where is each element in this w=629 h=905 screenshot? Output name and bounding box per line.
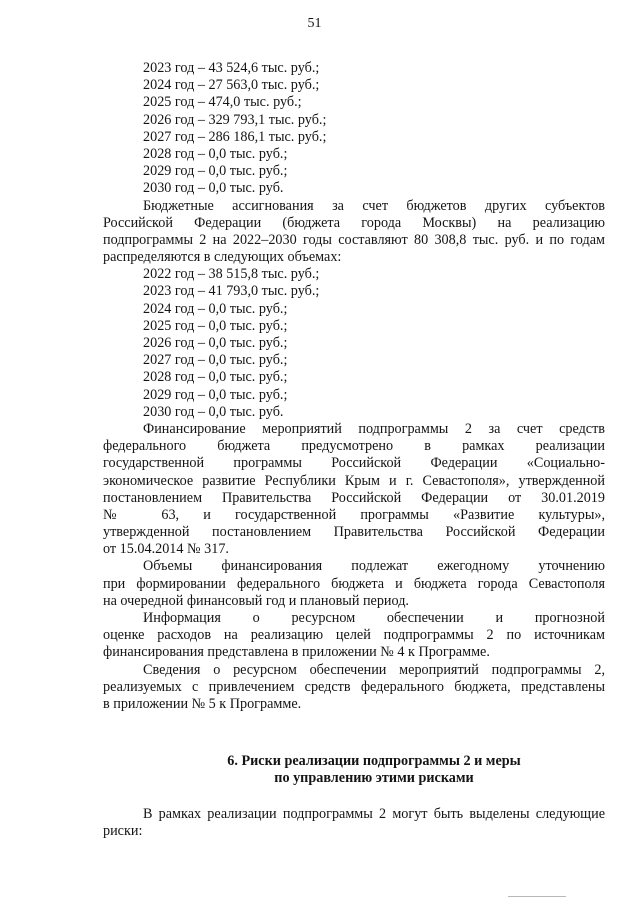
section-heading-line: 6. Риски реализации подпрограммы 2 и меры <box>227 753 521 770</box>
paragraph-line: распределяются в следующих объемах: <box>103 249 342 266</box>
scan-mark <box>508 896 566 897</box>
list-item: 2028 год – 0,0 тыс. руб.; <box>143 145 288 162</box>
paragraph-line: № 63, и государственной программы «Развитие культуры», <box>103 506 605 523</box>
paragraph-line: риски: <box>103 822 143 839</box>
list-item: 2029 год – 0,0 тыс. руб.; <box>143 163 288 180</box>
list-item: 2029 год – 0,0 тыс. руб.; <box>143 386 288 403</box>
list-item: 2026 год – 329 793,1 тыс. руб.; <box>143 111 327 128</box>
document-body <box>103 60 605 840</box>
paragraph-line: при формировании федерального бюджета и бюджета города Севастополя <box>103 575 605 592</box>
paragraph-federal-funding <box>103 421 605 559</box>
paragraph-line: федерального бюджета предусмотрено в рамках реализации <box>103 438 605 455</box>
paragraph-line: экономическое развитие Республики Крым и г. Севастополя», утвержденной <box>103 472 605 489</box>
paragraph-line: государственной программы Российской Федерации «Социально- <box>103 455 605 472</box>
paragraph-line: постановлением Правительства Российской Федерации от 30.01.2019 <box>103 489 605 506</box>
list-item: 2027 год – 286 186,1 тыс. руб.; <box>143 128 327 145</box>
section-heading <box>103 753 605 787</box>
list-item: 2028 год – 0,0 тыс. руб.; <box>143 369 288 386</box>
paragraph-line: Финансирование мероприятий подпрограммы 2 за счет средств <box>143 420 605 437</box>
list-item: 2027 год – 0,0 тыс. руб.; <box>143 352 288 369</box>
list-item: 2026 год – 0,0 тыс. руб.; <box>143 335 288 351</box>
list-item: 2030 год – 0,0 тыс. руб. <box>143 180 284 197</box>
page-number: 51 <box>307 16 322 31</box>
list-item: 2025 год – 474,0 тыс. руб.; <box>143 94 302 111</box>
list-item: 2023 год – 43 524,6 тыс. руб.; <box>143 60 320 76</box>
list-item: 2023 год – 41 793,0 тыс. руб.; <box>143 283 320 300</box>
list-item: 2025 год – 0,0 тыс. руб.; <box>143 317 288 334</box>
paragraph-resource-federal <box>103 662 605 714</box>
list-item: 2022 год – 38 515,8 тыс. руб.; <box>143 266 320 283</box>
paragraph-line: Российской Федерации (бюджета города Москвы) на реализацию <box>103 214 605 231</box>
paragraph-risks <box>103 806 605 840</box>
section-spacer <box>103 713 605 753</box>
paragraph-resource-info <box>103 610 605 662</box>
paragraph-line: Объемы финансирования подлежат ежегодному уточнению <box>143 558 605 575</box>
paragraph-line: в приложении № 5 к Программе. <box>103 695 302 712</box>
paragraph-line: подпрограммы 2 на 2022–2030 годы составляют 80 308,8 тыс. руб. и по годам <box>103 231 605 248</box>
list-item: 2024 год – 27 563,0 тыс. руб.; <box>143 77 320 94</box>
paragraph-line: реализуемых с привлечением средств федерального бюджета, представлены <box>103 678 605 695</box>
heading-spacer <box>103 788 605 806</box>
paragraph-line: утвержденной постановлением Правительства Российской Федерации <box>103 524 605 541</box>
paragraph-line: на очередной финансовый год и плановый период. <box>103 592 409 609</box>
list-item: 2024 год – 0,0 тыс. руб.; <box>143 300 288 317</box>
paragraph-line: Сведения о ресурсном обеспечении мероприятий подпрограммы 2, <box>143 661 605 678</box>
section-heading-line: по управлению этими рисками <box>274 770 474 787</box>
paragraph-line: Бюджетные ассигнования за счет бюджетов других субъектов <box>143 197 605 214</box>
paragraph-line: оценке расходов на реализацию целей подпрограммы 2 по источникам <box>103 627 605 644</box>
paragraph-line: от 15.04.2014 № 317. <box>103 541 229 558</box>
funding-list-moscow-prior <box>103 60 605 198</box>
paragraph-line: Информация о ресурсном обеспечении и прогнозной <box>143 610 605 626</box>
paragraph-line: финансирования представлена в приложении № 4 к Программе. <box>103 644 490 661</box>
funding-list-moscow <box>103 266 605 421</box>
paragraph-line: В рамках реализации подпрограммы 2 могут быть выделены следующие <box>143 805 605 822</box>
list-item: 2030 год – 0,0 тыс. руб. <box>143 403 284 420</box>
paragraph-regional-budget <box>103 198 605 267</box>
paragraph-volumes <box>103 558 605 610</box>
